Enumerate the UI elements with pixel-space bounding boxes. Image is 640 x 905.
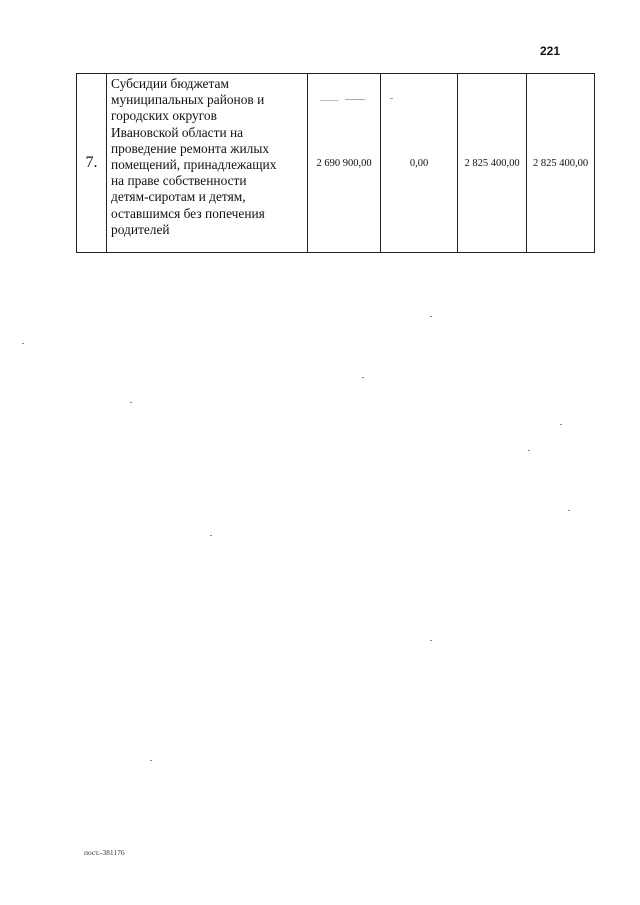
amount-cell-1: 2 690 900,00 [308,74,381,253]
scan-speck [560,424,562,425]
scan-speck [362,377,364,378]
amount-cell-4: 2 825 400,00 [527,74,595,253]
row-name-line: проведение ремонта жилых [111,140,270,156]
row-name-line: Ивановской области на [111,124,244,140]
scan-speck [430,316,432,317]
document-code: пост.-381176 [84,848,125,857]
scan-speck [130,402,132,403]
scan-speck [22,343,24,344]
scan-speck [430,640,432,641]
row-name-line: помещений, принадлежащих [111,157,277,173]
scan-speck [528,450,530,451]
row-name-line: детям-сиротам и детям, [111,189,246,205]
scan-speck [150,760,152,761]
scan-speck [210,535,212,536]
row-name-line: городских округов [111,108,217,124]
scan-speck [320,100,338,101]
page-number: 221 [540,44,561,58]
row-name-line: Субсидии бюджетам [111,76,229,91]
amount-cell-2: 0,00 [381,74,458,253]
row-name [107,74,308,253]
row-name-line: родителей [111,221,170,237]
row-number: 7. [77,74,107,253]
scan-speck [390,98,393,99]
row-name-line: муниципальных районов и [111,92,265,108]
row-name-line: на праве собственности [111,173,247,189]
scan-speck [568,510,570,511]
amount-cell-3: 2 825 400,00 [458,74,527,253]
row-name-line: оставшимся без попечения [111,205,265,221]
scan-speck [345,99,365,100]
